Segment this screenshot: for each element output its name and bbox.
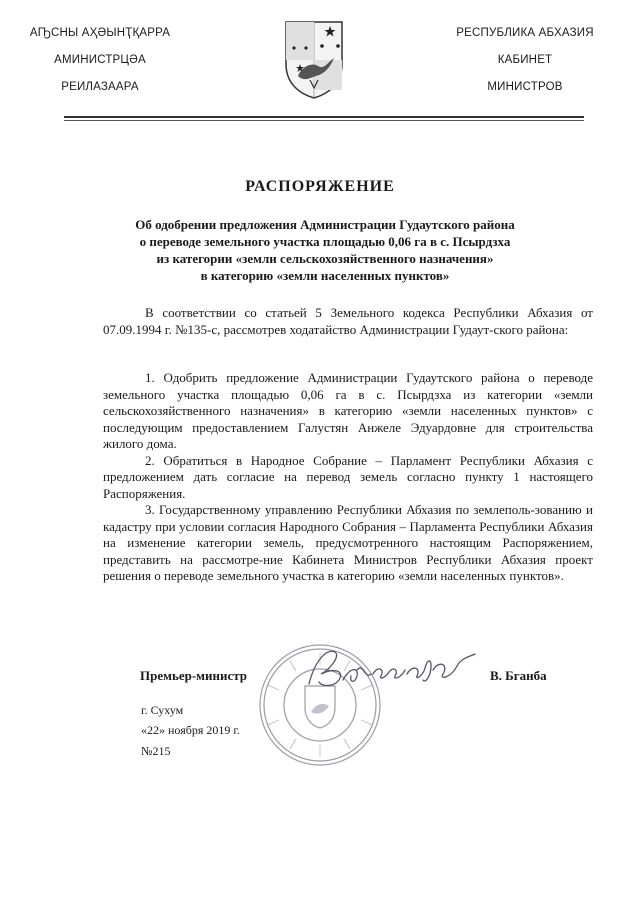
document-subject (90, 216, 560, 284)
header-right-block (420, 26, 630, 107)
subject-line-3: из категории «земли сельскохозяйственного назначения» (156, 251, 494, 266)
signatory-position: Премьер-министр (140, 668, 248, 683)
header-left-line-1: АҦСНЫ АҲӘЫНҬҚАРРА (29, 27, 171, 39)
signatory-name: В. Бганба (490, 668, 547, 683)
header-left-line-3: РЕИЛАЗААРА (61, 81, 139, 93)
header-right-line-2: КАБИНЕТ (497, 54, 553, 66)
subject-line-4: в категорию «земли населенных пунктов» (200, 268, 450, 283)
order-item-3: 3. Государственному управлению Республики Абхазия по землеполь-зованию и кадастру при условии согласия Народного Собрания – Парламента Республики Абхазия на изменение категории земель, предусмотренного настоящим Распоряжением, представить на рассмотре-ние Кабинета Министров Республики Абхазия проект решения о переводе земельного участка в категорию «земли населенных пунктов». (103, 502, 593, 583)
order-items (103, 370, 593, 585)
order-item-1: 1. Одобрить предложение Администрации Гудаутского района о переводе земельного участка площадью 0,06 га в с. Псырдзха из категории «земли сельскохозяйственного назначения» в категорию «земли населенных пунктов» с последующим предоставлением Галустян Анжеле Эдуардовне для строительства жилого дома. (103, 370, 593, 451)
header-left-line-2: АМИНИСТРЦӘА (54, 54, 146, 66)
handwritten-signature (305, 640, 480, 702)
order-item-2: 2. Обратиться в Народное Собрание – Парламент Республики Абхазия с предложением дать согласие на перевод земель согласно пункту 1 настоящего Распоряжения. (103, 452, 593, 501)
subject-line-2: о переводе земельного участка площадью 0,06 га в с. Псырдзха (139, 234, 511, 249)
header-right-line-1: РЕСПУБЛИКА АБХАЗИЯ (456, 27, 594, 39)
preamble-paragraph: В соответствии со статьей 5 Земельного кодекса Республики Абхазия от 07.09.1994 г. №135-с, рассмотрев ходатайство Администрации Гудаут-ского района: (103, 305, 593, 337)
header-left-block (0, 26, 200, 107)
header-divider-thick (64, 116, 584, 118)
subject-line-1: Об одобрении предложения Администрации Гудаутского района (135, 217, 515, 232)
document-title: РАСПОРЯЖЕНИЕ (245, 178, 395, 195)
header-divider-thin (64, 120, 584, 121)
header-right-line-3: МИНИСТРОВ (487, 81, 563, 93)
coat-of-arms-emblem (280, 18, 348, 100)
issue-place: г. Сухум (141, 703, 184, 717)
issue-date: «22» ноября 2019 г. (141, 723, 240, 737)
document-number: №215 (141, 744, 171, 758)
